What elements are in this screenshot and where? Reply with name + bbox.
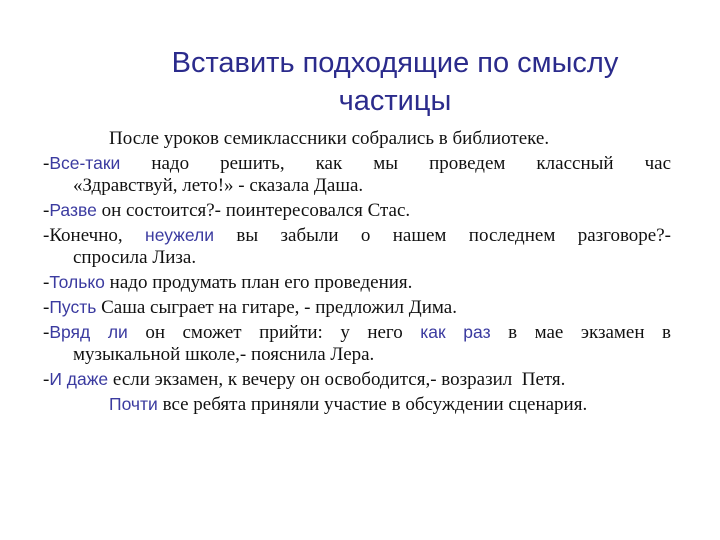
paragraph-5-rest: надо продумать план его проведения. [104, 272, 413, 293]
slide-title-line2: частицы [338, 85, 452, 117]
particle-tolko: Только [49, 272, 105, 292]
paragraph-7-line2: музыкальной школе,- пояснила Лера. [73, 344, 375, 365]
dash: - [43, 369, 50, 390]
paragraph-4-start: -Конечно, [43, 225, 146, 246]
paragraph-6 [43, 296, 671, 319]
paragraph-9 [43, 393, 671, 416]
paragraph-7-line1-rest: в мае экзамен в [490, 322, 671, 343]
particle-i-dazhe: И даже [49, 369, 109, 389]
paragraph-3-rest: он состоится?- поинтересовался Стас. [96, 200, 411, 221]
dash: - [43, 200, 50, 221]
exercise-text [43, 128, 671, 418]
paragraph-5-line [43, 271, 671, 294]
paragraph-1 [43, 128, 671, 150]
paragraph-4-line2: спросила Лиза. [73, 247, 197, 268]
paragraph-7-line1 [43, 321, 671, 344]
particle-vryad-li: Вряд ли [49, 322, 128, 342]
slide-title-line1: Вставить подходящие по смыслу [171, 47, 619, 79]
paragraph-4-line1-rest: вы забыли о нашем последнем разговоре?- [214, 225, 671, 246]
paragraph-8-line [43, 368, 671, 391]
dash: - [43, 153, 50, 174]
particle-kak-raz: как раз [420, 322, 491, 342]
slide-title [130, 44, 660, 120]
particle-razve: Разве [49, 200, 97, 220]
particle-vse-taki: Все-таки [49, 153, 121, 173]
paragraph-2-line1-rest: надо решить, как мы проведем классный час [120, 153, 671, 174]
paragraph-6-rest: Саша сыграет на гитаре, - предложил Дима. [96, 297, 457, 318]
paragraph-2 [43, 152, 671, 197]
dash: - [43, 272, 50, 293]
paragraph-9-line [43, 393, 671, 416]
particle-pochti: Почти [109, 394, 158, 414]
paragraph-3-line [43, 199, 671, 222]
dash: - [43, 297, 50, 318]
paragraph-2-line2: «Здравствуй, лето!» - сказала Даша. [73, 175, 364, 196]
paragraph-7-mid: он сможет прийти: у него [127, 322, 421, 343]
paragraph-9-rest: все ребята приняли участие в обсуждении сценария. [157, 394, 588, 415]
paragraph-2-line1 [43, 152, 671, 175]
paragraph-7 [43, 321, 671, 366]
particle-pust: Пусть [49, 297, 97, 317]
paragraph-4 [43, 224, 671, 269]
paragraph-8 [43, 368, 671, 391]
paragraph-3 [43, 199, 671, 222]
paragraph-6-line [43, 296, 671, 319]
paragraph-1-text: После уроков семиклассники собрались в библиотеке. [109, 128, 550, 149]
paragraph-4-line1 [43, 224, 671, 247]
paragraph-5 [43, 271, 671, 294]
paragraph-8-rest: если экзамен, к вечеру он освободится,- возразил Петя. [108, 369, 566, 390]
particle-neuzheli: неужели [145, 225, 215, 245]
dash: - [43, 322, 50, 343]
